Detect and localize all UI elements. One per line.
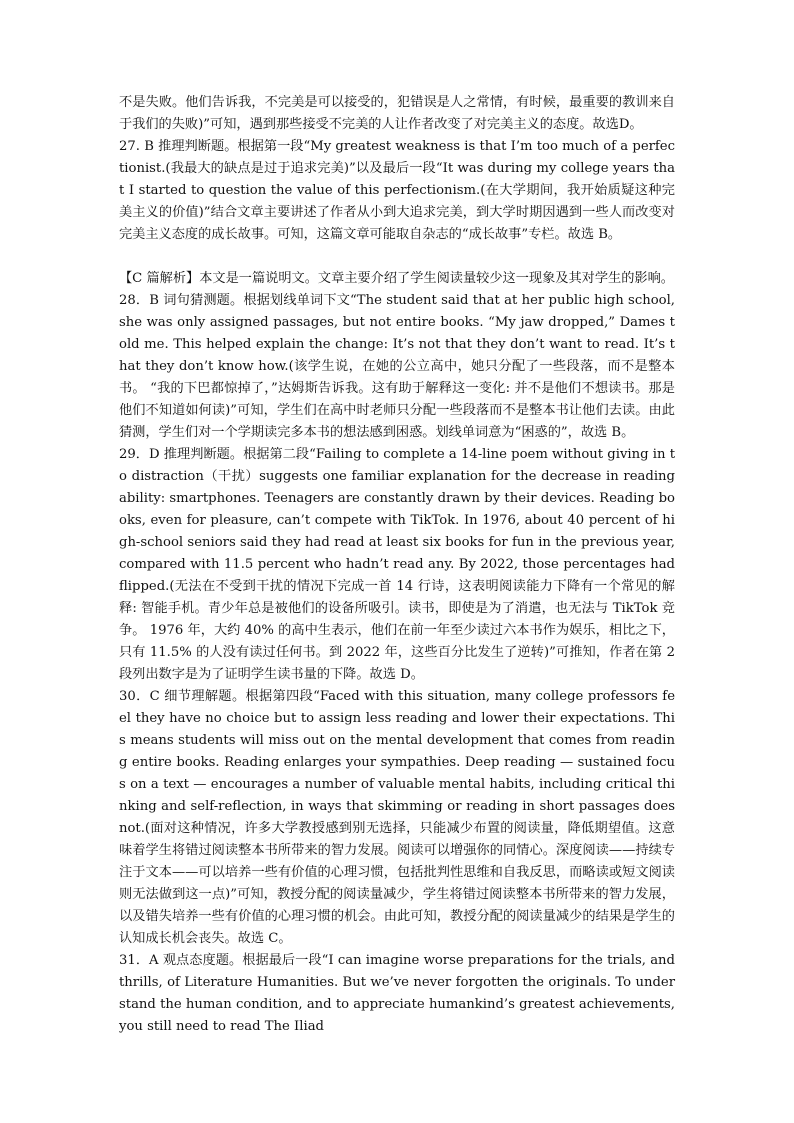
section-c-heading: 【C 篇解析】本文是一篇说明文。文章主要介绍了学生阅读量较少这一现象及其对学生的影响。 <box>119 271 674 286</box>
paragraph-answer-27: 27. B 推理判断题。根据第一段“My greatest weakness is that I’m too much of a perfectionist.(我最大的缺点是过于追求完美)”以及最后一段“It was during my college years that I started to question the value of this perfectionism.(在大学期间，我开始质疑这种完美主义的价值)”结合文章主要讲述了作者从小到大追求完美，到大学时期因遇到一些人而改变对完美主义态度的成长故事。可知，这篇文章可能取自杂志的“成长故事”专栏。故选 B。 <box>119 139 675 242</box>
document-page <box>119 92 675 1038</box>
paragraph-gap <box>119 246 675 268</box>
paragraph-answer-29: 29．D 推理判断题。根据第二段“Failing to complete a 14-line poem without giving in to distraction（干扰）suggests one familiar explanation for the decrease in reading ability: smartphones. Teenagers are constantly drawn by their devices. Reading books, even for pleasure, can’t compete with TikTok. In 1976, about 40 percent of high-school seniors said they had read at least six books for fun in the previous year, compared with 11.5 percent who hadn’t read any. By 2022, those percentages had flipped.(无法在不受到干扰的情况下完成一首 14 行诗，这表明阅读能力下降有一个常见的解释: 智能手机。青少年总是被他们的设备所吸引。读书，即使是为了消遣，也无法与 TikTok 竞争。 1976 年，大约 40% 的高中生表示，他们在前一年至少读过六本书作为娱乐，相比之下，只有 11.5% 的人没有读过任何书。到 2022 年，这些百分比发生了逆转)”可推知，作者在第 2 段列出数字是为了证明学生读书量的下降。故选 D。 <box>119 447 675 682</box>
paragraph-answer-31: 31．A 观点态度题。根据最后一段“I can imagine worse preparations for the trials, and thrills, of Literature Humanities. But we’ve never forgotten the originals. To understand the human condition, and to appreciate humankind’s greatest achievements, you still need to read The Iliad <box>119 953 675 1034</box>
paragraph-answer-28: 28．B 词句猜测题。根据划线单词下文“The student said that at her public high school, she was only assigned passages, but not entire books. “My jaw dropped,” Dames told me. This helped explain the change: It’s not that they don’t want to read. It’s that they don’t know how.(该学生说，在她的公立高中，她只分配了一些段落，而不是整本书。 “我的下巴都惊掉了，”达姆斯告诉我。这有助于解释这一变化: 并不是他们不想读书。那是他们不知道如何读)”可知，学生们在高中时老师只分配一些段落而不是整本书让他们去读。由此猜测，学生们对一个学期读完多本书的想法感到困惑。划线单词意为“困惑的”，故选 B。 <box>119 293 675 440</box>
paragraph-answer-30: 30．C 细节理解题。根据第四段“Faced with this situation, many college professors feel they have no choice but to assign less reading and lower their expectations. This means students will miss out on the mental development that comes from reading entire books. Reading enlarges your sympathies. Deep reading — sustained focus on a text — encourages a number of valuable mental habits, including critical thinking and self-reflection, in ways that skimming or reading in short passages does not.(面对这种情况，许多大学教授感到别无选择，只能减少布置的阅读量，降低期望值。这意味着学生将错过阅读整本书所带来的智力发展。阅读可以增强你的同情心。深度阅读——持续专注于文本——可以培养一些有价值的心理习惯，包括批判性思维和自我反思，而略读或短文阅读则无法做到这一点)”可知，教授分配的阅读量减少，学生将错过阅读整本书所带来的智力发展，以及错失培养一些有价值的心理习惯的机会。由此可知，教授分配的阅读量减少的结果是学生的认知成长机会丧失。故选 C。 <box>119 689 675 946</box>
paragraph-answer-26-end: 不是失败。他们告诉我，不完美是可以接受的，犯错误是人之常情，有时候，最重要的教训来自于我们的失败)”可知，遇到那些接受不完美的人让作者改变了对完美主义的态度。故选D。 <box>119 95 675 132</box>
